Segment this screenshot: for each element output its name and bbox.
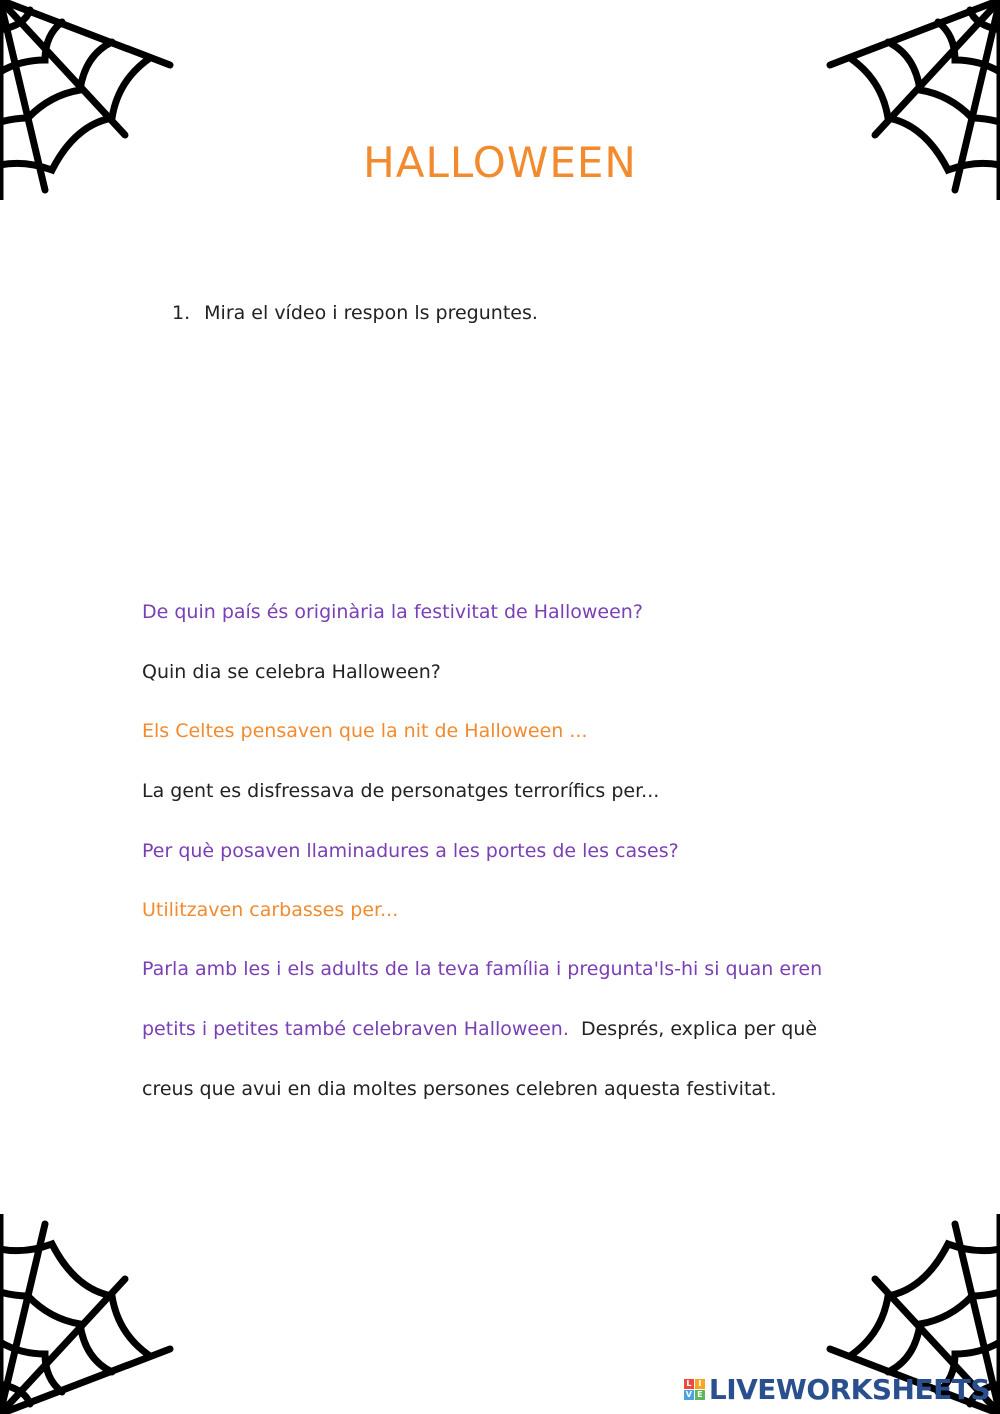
question-pumpkins: Utilitzaven carbasses per... [142,899,399,921]
brand-name: LIVEWORKSHEETS [708,1373,990,1406]
final-question-line1: Parla amb les i els adults de la teva família i pregunta'ls-hi si quan eren [142,958,823,980]
question-date: Quin dia se celebra Halloween? [142,661,441,683]
liveworksheets-logo-icon: L I V E [684,1379,705,1400]
final-question-line3: creus que avui en dia moltes persones celebren aquesta festivitat. [142,1078,777,1100]
spider-web-icon [0,1214,200,1414]
liveworksheets-brand [684,1373,990,1406]
question-origin: De quin país és originària la festivitat de Halloween? [142,601,643,623]
instruction [172,302,538,324]
instruction-number: 1. [172,302,191,324]
final-question-line2-colored: petits i petites també celebraven Halloween. [142,1018,569,1040]
final-question-line2 [142,1018,817,1040]
question-costumes: La gent es disfressava de personatges terrorífics per... [142,780,660,802]
final-question-line2-rest: Després, explica per què [580,1018,818,1040]
question-sweets: Per què posaven llaminadures a les portes de les cases? [142,840,679,862]
question-celts: Els Celtes pensaven que la nit de Halloween ... [142,720,588,742]
page-title: HALLOWEEN [363,138,637,187]
instruction-text: Mira el vídeo i respon ls preguntes. [204,302,538,324]
